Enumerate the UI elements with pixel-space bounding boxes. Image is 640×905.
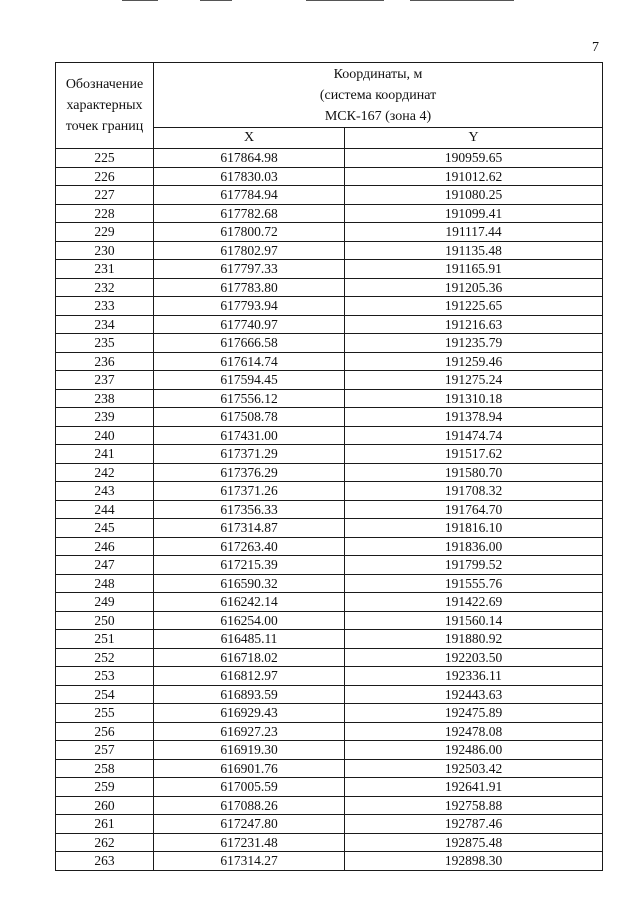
- x-cell: 616590.32: [154, 574, 345, 593]
- y-cell: 191275.24: [345, 371, 603, 390]
- x-cell: 616812.97: [154, 667, 345, 686]
- point-cell: 253: [56, 667, 154, 686]
- x-cell: 617231.48: [154, 833, 345, 852]
- x-cell: 617802.97: [154, 241, 345, 260]
- x-cell: 617314.27: [154, 852, 345, 871]
- y-cell: 192336.11: [345, 667, 603, 686]
- point-cell: 243: [56, 482, 154, 501]
- y-cell: 192641.91: [345, 778, 603, 797]
- coordinates-title-line1: Координаты, м: [333, 67, 423, 82]
- y-cell: 191259.46: [345, 352, 603, 371]
- table-row: [56, 297, 603, 316]
- x-cell: 617594.45: [154, 371, 345, 390]
- table-body: [56, 149, 603, 871]
- x-cell: 617740.97: [154, 315, 345, 334]
- x-cell: 617263.40: [154, 537, 345, 556]
- table-row: [56, 278, 603, 297]
- table-row: [56, 482, 603, 501]
- point-cell: 242: [56, 463, 154, 482]
- coordinates-table: [55, 62, 603, 871]
- y-cell: 192443.63: [345, 685, 603, 704]
- coordinates-column-header: [154, 63, 603, 128]
- y-cell: 191165.91: [345, 260, 603, 279]
- y-cell: 192478.08: [345, 722, 603, 741]
- coordinates-title-line3: МСК-167 (зона 4): [324, 109, 432, 124]
- y-cell: 191012.62: [345, 167, 603, 186]
- y-cell: 191708.32: [345, 482, 603, 501]
- point-cell: 246: [56, 537, 154, 556]
- point-cell: 247: [56, 556, 154, 575]
- table-row: [56, 408, 603, 427]
- x-cell: 617508.78: [154, 408, 345, 427]
- table-row: [56, 389, 603, 408]
- table-row: [56, 722, 603, 741]
- point-cell: 251: [56, 630, 154, 649]
- x-cell: 617614.74: [154, 352, 345, 371]
- point-cell: 254: [56, 685, 154, 704]
- y-cell: 191422.69: [345, 593, 603, 612]
- table-row: [56, 334, 603, 353]
- page-number: 7: [592, 40, 599, 55]
- table-row: [56, 371, 603, 390]
- point-cell: 257: [56, 741, 154, 760]
- y-cell: 191310.18: [345, 389, 603, 408]
- x-cell: 617371.29: [154, 445, 345, 464]
- x-cell: 617431.00: [154, 426, 345, 445]
- x-cell: 616929.43: [154, 704, 345, 723]
- table-row: [56, 593, 603, 612]
- y-cell: 191880.92: [345, 630, 603, 649]
- point-cell: 238: [56, 389, 154, 408]
- x-cell: 617247.80: [154, 815, 345, 834]
- points-column-header: Обозначение характерных точек границ: [56, 63, 154, 149]
- table-header: [56, 63, 603, 149]
- y-cell: 192787.46: [345, 815, 603, 834]
- top-scan-line: [122, 0, 158, 1]
- y-cell: 191216.63: [345, 315, 603, 334]
- top-scan-line: [410, 0, 514, 1]
- x-cell: 617830.03: [154, 167, 345, 186]
- x-column-header: X: [154, 128, 345, 149]
- table-row: [56, 241, 603, 260]
- table-row: [56, 186, 603, 205]
- y-cell: 191225.65: [345, 297, 603, 316]
- x-cell: 616919.30: [154, 741, 345, 760]
- y-cell: 191560.14: [345, 611, 603, 630]
- x-cell: 617666.58: [154, 334, 345, 353]
- y-cell: 192503.42: [345, 759, 603, 778]
- point-cell: 239: [56, 408, 154, 427]
- y-cell: 190959.65: [345, 149, 603, 168]
- y-cell: 192475.89: [345, 704, 603, 723]
- x-cell: 617797.33: [154, 260, 345, 279]
- y-cell: 191080.25: [345, 186, 603, 205]
- point-cell: 236: [56, 352, 154, 371]
- y-cell: 191135.48: [345, 241, 603, 260]
- coordinates-title-line2: (система координат: [319, 88, 437, 103]
- point-cell: 261: [56, 815, 154, 834]
- point-cell: 244: [56, 500, 154, 519]
- x-cell: 616242.14: [154, 593, 345, 612]
- table-row: [56, 685, 603, 704]
- x-cell: 617800.72: [154, 223, 345, 242]
- y-cell: 191799.52: [345, 556, 603, 575]
- x-cell: 616927.23: [154, 722, 345, 741]
- x-cell: 617783.80: [154, 278, 345, 297]
- point-cell: 235: [56, 334, 154, 353]
- point-cell: 233: [56, 297, 154, 316]
- point-cell: 225: [56, 149, 154, 168]
- x-cell: 617088.26: [154, 796, 345, 815]
- x-cell: 616254.00: [154, 611, 345, 630]
- y-cell: 191205.36: [345, 278, 603, 297]
- point-cell: 237: [56, 371, 154, 390]
- y-cell: 191117.44: [345, 223, 603, 242]
- table-row: [56, 445, 603, 464]
- y-cell: 191235.79: [345, 334, 603, 353]
- table-row: [56, 741, 603, 760]
- point-cell: 260: [56, 796, 154, 815]
- top-scan-line: [306, 0, 384, 1]
- table-row: [56, 704, 603, 723]
- table-row: [56, 778, 603, 797]
- y-cell: 191378.94: [345, 408, 603, 427]
- point-cell: 249: [56, 593, 154, 612]
- y-cell: 191517.62: [345, 445, 603, 464]
- x-cell: 617556.12: [154, 389, 345, 408]
- x-cell: 617784.94: [154, 186, 345, 205]
- table-row: [56, 833, 603, 852]
- y-cell: 192875.48: [345, 833, 603, 852]
- table-row: [56, 463, 603, 482]
- table-row: [56, 852, 603, 871]
- y-column-header: Y: [345, 128, 603, 149]
- y-cell: 191816.10: [345, 519, 603, 538]
- table-row: [56, 223, 603, 242]
- y-cell: 191474.74: [345, 426, 603, 445]
- table-row: [56, 759, 603, 778]
- point-cell: 226: [56, 167, 154, 186]
- point-cell: 250: [56, 611, 154, 630]
- table-row: [56, 519, 603, 538]
- point-cell: 259: [56, 778, 154, 797]
- table-row: [56, 556, 603, 575]
- point-cell: 256: [56, 722, 154, 741]
- x-cell: 617005.59: [154, 778, 345, 797]
- y-cell: 192486.00: [345, 741, 603, 760]
- x-cell: 617356.33: [154, 500, 345, 519]
- point-cell: 231: [56, 260, 154, 279]
- x-cell: 617215.39: [154, 556, 345, 575]
- point-cell: 262: [56, 833, 154, 852]
- y-cell: 192758.88: [345, 796, 603, 815]
- x-cell: 617376.29: [154, 463, 345, 482]
- y-cell: 191555.76: [345, 574, 603, 593]
- x-cell: 617782.68: [154, 204, 345, 223]
- point-cell: 228: [56, 204, 154, 223]
- point-cell: 252: [56, 648, 154, 667]
- point-cell: 263: [56, 852, 154, 871]
- table-row: [56, 352, 603, 371]
- y-cell: 191764.70: [345, 500, 603, 519]
- table-row: [56, 260, 603, 279]
- x-cell: 617371.26: [154, 482, 345, 501]
- table-row: [56, 167, 603, 186]
- point-cell: 255: [56, 704, 154, 723]
- point-cell: 227: [56, 186, 154, 205]
- table-row: [56, 796, 603, 815]
- x-cell: 617864.98: [154, 149, 345, 168]
- y-cell: 191836.00: [345, 537, 603, 556]
- y-cell: 192898.30: [345, 852, 603, 871]
- y-cell: 191099.41: [345, 204, 603, 223]
- point-cell: 232: [56, 278, 154, 297]
- table-row: [56, 667, 603, 686]
- x-cell: 616901.76: [154, 759, 345, 778]
- point-cell: 229: [56, 223, 154, 242]
- point-cell: 240: [56, 426, 154, 445]
- point-cell: 241: [56, 445, 154, 464]
- table-row: [56, 537, 603, 556]
- table-row: [56, 204, 603, 223]
- table-row: [56, 500, 603, 519]
- top-scan-line: [200, 0, 232, 1]
- y-cell: 192203.50: [345, 648, 603, 667]
- table-row: [56, 815, 603, 834]
- x-cell: 617793.94: [154, 297, 345, 316]
- point-cell: 234: [56, 315, 154, 334]
- point-cell: 248: [56, 574, 154, 593]
- table-row: [56, 574, 603, 593]
- table-row: [56, 648, 603, 667]
- table-row: [56, 315, 603, 334]
- table-row: [56, 611, 603, 630]
- x-cell: 616485.11: [154, 630, 345, 649]
- point-cell: 258: [56, 759, 154, 778]
- point-cell: 230: [56, 241, 154, 260]
- x-cell: 617314.87: [154, 519, 345, 538]
- table-row: [56, 630, 603, 649]
- table-row: [56, 149, 603, 168]
- point-cell: 245: [56, 519, 154, 538]
- x-cell: 616893.59: [154, 685, 345, 704]
- table-row: [56, 426, 603, 445]
- y-cell: 191580.70: [345, 463, 603, 482]
- x-cell: 616718.02: [154, 648, 345, 667]
